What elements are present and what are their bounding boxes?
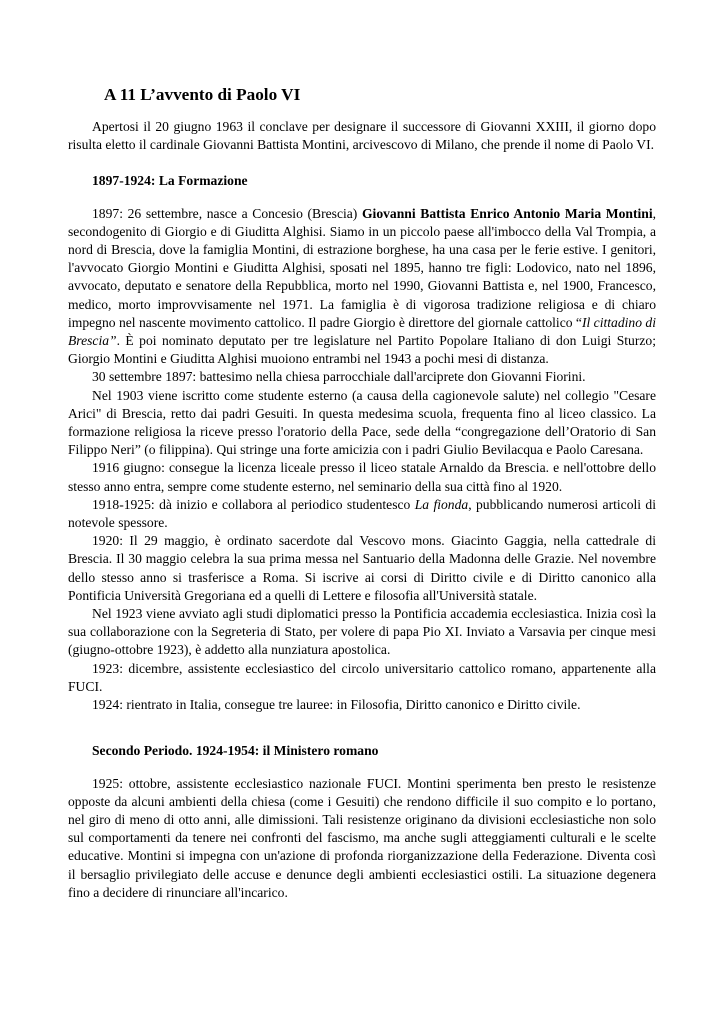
section-heading-formazione: 1897-1924: La Formazione [92,173,248,189]
paragraph-text: 1918-1925: dà inizio e collabora al periodico studentesco [92,496,415,512]
document-page [68,84,656,902]
paragraph-diplomacy: Nel 1923 viene avviato agli studi diplomatici presso la Pontificia accademia ecclesiastica. Inizia così la sua collaborazione con la Segreteria di Stato, per volere di papa Pio XI. Inviato a Varsavia per cinque mesi (giugno-ottobre 1923), è addetto alla nunziatura apostolica. [68,606,656,658]
paragraph-text: , secondogenito di Giorgio e di Giuditta Alghisi. Siamo in un piccolo paese all'imbocco della Val Trompia, a nord di Brescia, dove la famiglia Montini, di estrazione borghese, ha una casa per le ferie estive. I genitori, l'avvocato Giorgio Montini e Giuditta Alghisi, sposati nel 1895, hanno tre figli: Lodovico, nato nel 1896, avvocato, deputato e senatore della Repubblica, morto nel 1990, Giovanni Battista e, nel 1900, Francesco, medico, morto improvvisamente nel 1971. La famiglia è di vigorosa tradizione religiosa e di chiaro impegno nel nascente movimento cattolico. Il padre Giorgio è direttore del giornale cattolico “ [68,205,657,330]
bold-name: Giovanni Battista Enrico Antonio Maria Montini [361,205,653,221]
paragraph-fuci: 1923: dicembre, assistente ecclesiastico del circolo universitario cattolico romano, appartenente alla FUCI. [68,660,656,694]
paragraph-birth [68,205,656,369]
paragraph-text: 1897: 26 settembre, nasce a Concesio (Brescia) [92,205,362,221]
paragraph-baptism: 30 settembre 1897: battesimo nella chiesa parrocchiale dall'arciprete don Giovanni Fiorini. [92,369,586,385]
italic-newspaper: Il cittadino di Brescia” [68,314,656,349]
section-heading-ministero: Secondo Periodo. 1924-1954: il Ministero romano [92,743,379,759]
paragraph-fuci-assistant: 1925: ottobre, assistente ecclesiastico nazionale FUCI. Montini sperimenta ben presto le resistenze opposte da alcuni ambienti della chiesa (come i Gesuiti) che rendono difficile il suo compito e lo portano, nel giro di meno di otto anni, alle dimissioni. Tali resistenze originano da divisioni ecclesiastiche non solo sul comportamenti da tenere nei confronti del fascismo, ma anche sugli atteggiamenti culturali e le scelte educative. Montini si impegna con un'azione di profonda riorganizzazione della Federazione. Diventa così il bersaglio privilegiato delle accuse e denunce degli ambienti ecclesiastici ostili. La situazione degenera fino a decidere di rinunciare all'incarico. [68,775,656,900]
italic-periodical: La fionda [414,496,469,512]
paragraph-fionda [68,496,656,532]
paragraph-text: . È poi nominato deputato per tre legislature nel Partito Popolare Italiano di don Luigi Sturzo; Giorgio Montini e Giuditta Alghisi muoiono entrambi nel 1943 a pochi mesi di distanza. [68,333,656,367]
paragraph-degrees: 1924: rientrato in Italia, consegue tre lauree: in Filosofia, Diritto canonico e Diritto civile. [92,697,581,713]
paragraph-text: , pubblicando numerosi articoli di notevole spessore. [68,496,656,531]
paragraph-school: Nel 1903 viene iscritto come studente esterno (a causa della cagionevole salute) nel collegio "Cesare Arici" di Brescia, retto dai padri Gesuiti. In questa medesima scuola, frequenta fino al liceo classico. La formazione religiosa la riceve presso l'oratorio della Pace, sede della “congregazione dell’Oratorio di San Filippo Neri” (o filippina). Qui stringe una forte amicizia con i padri Giulio Bevilacqua e Paolo Caresana. [68,387,656,458]
intro-paragraph: Apertosi il 20 giugno 1963 il conclave per designare il successore di Giovanni XXIII, il giorno dopo risulta eletto il cardinale Giovanni Battista Montini, arcivescovo di Milano, che prende il nome di Paolo VI. [68,119,656,153]
paragraph-licence: 1916 giugno: consegue la licenza liceale presso il liceo statale Arnaldo da Brescia. e nell'ottobre dello stesso anno entra, sempre come studente esterno, nel seminario della sua città fino al 1920. [68,460,656,494]
page-title: A 11 L’avvento di Paolo VI [104,85,301,104]
paragraph-ordination: 1920: Il 29 maggio, è ordinato sacerdote dal Vescovo mons. Giacinto Gaggia, nella cattedrale di Brescia. Il 30 maggio celebra la sua prima messa nel Santuario della Madonna delle Grazie. Nel novembre dello stesso anno si trasferisce a Roma. Si iscrive ai corsi di Diritto civile e di Diritto canonico alla Pontificia Università Gregoriana ed a quelli di Lettere e filosofia all'Università statale. [68,533,656,603]
